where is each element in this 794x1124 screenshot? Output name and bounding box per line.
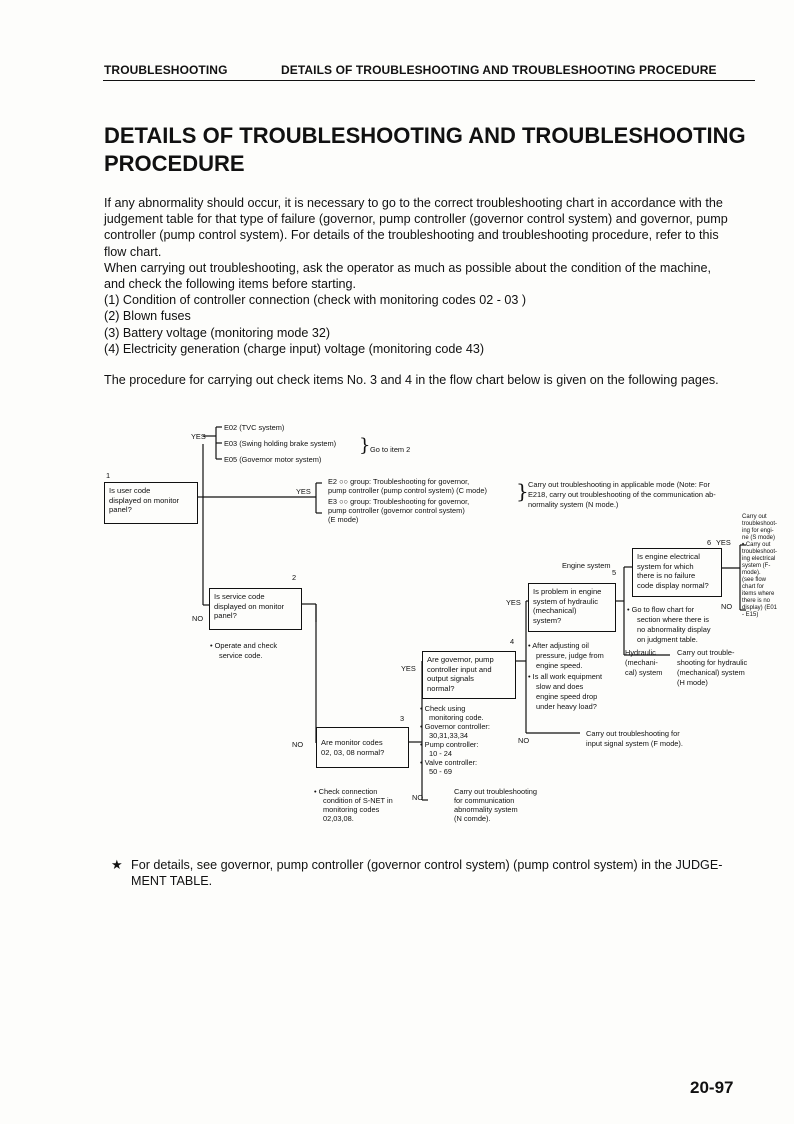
q1-line: Is user code bbox=[109, 486, 151, 495]
side-note-line: display) (E01 bbox=[742, 605, 778, 611]
step-number-5: 5 bbox=[612, 568, 617, 577]
procedure-note: The procedure for carrying out check items No. 3 and 4 in the flow chart below is given on the following pages. bbox=[104, 373, 719, 387]
side-note-line: mode). bbox=[742, 570, 761, 576]
intro-line: When carrying out troubleshooting, ask the operator as much as possible about the condition of the machine, bbox=[104, 260, 711, 275]
check-line: • Valve controller: bbox=[420, 758, 478, 767]
no-label: NO bbox=[721, 602, 733, 611]
side-note-line: troubleshoot- bbox=[742, 549, 778, 555]
carry-out-applicable-line3: normality system (N mode.) bbox=[528, 500, 619, 509]
step-number-6: 6 bbox=[707, 538, 712, 547]
conn-line: monitoring codes bbox=[323, 805, 380, 814]
check-line: • Governor controller: bbox=[420, 722, 490, 731]
check-item: (2) Blown fuses bbox=[104, 309, 191, 324]
carry-f-line2: input signal system (F mode). bbox=[586, 739, 683, 748]
side-note-line: ing for engi- bbox=[742, 528, 774, 534]
yes-label: YES bbox=[506, 598, 521, 607]
goto-flow-line3: no abnormality display bbox=[637, 625, 711, 634]
step-number-3: 3 bbox=[400, 714, 405, 723]
e05-label: E05 (Governor motor system) bbox=[224, 455, 322, 464]
check-line: 10 - 24 bbox=[429, 749, 453, 758]
after-adjust-line5: slow and does bbox=[536, 682, 584, 691]
step-number-4: 4 bbox=[510, 637, 515, 646]
side-note-line: - E15) bbox=[742, 612, 759, 618]
q2-line: panel? bbox=[214, 611, 237, 621]
after-adjust-line2: pressure, judge from bbox=[536, 651, 604, 660]
q1-line: displayed on monitor bbox=[109, 495, 180, 505]
carry-h-line1: Carry out trouble- bbox=[677, 648, 735, 657]
q5-line: Is problem in engine bbox=[533, 587, 602, 596]
hydraulic-line1: Hydraulic bbox=[625, 648, 656, 657]
carry-h-line4: (H mode) bbox=[677, 678, 708, 687]
decision-box-4 bbox=[422, 651, 516, 699]
no-label: NO bbox=[518, 736, 530, 745]
side-note-line: troubleshoot- bbox=[742, 521, 778, 527]
q4-line: controller input and bbox=[427, 664, 492, 674]
intro-line: controller (pump control system). For details of the troubleshooting and troubleshooting procedure, refer to this bbox=[104, 228, 719, 243]
after-adjust-line4: • Is all work equipment bbox=[528, 672, 603, 681]
q3-line: 02, 03, 08 normal? bbox=[321, 747, 385, 757]
decision-box-5 bbox=[528, 583, 616, 632]
conn-line: 02,03,08. bbox=[323, 814, 354, 823]
page-title-line2: PROCEDURE bbox=[104, 151, 245, 176]
q2-line: Is service code bbox=[214, 592, 265, 601]
conn-line: • Check connection bbox=[314, 787, 378, 796]
e2-group-line2: pump controller (pump control system) (C mode) bbox=[328, 486, 487, 495]
q5-line: (mechanical) bbox=[533, 606, 577, 616]
q5-line: system? bbox=[533, 615, 562, 625]
side-note-line: ing electrical bbox=[742, 556, 776, 562]
check-line: monitoring code. bbox=[429, 713, 484, 722]
star-icon: ★ bbox=[111, 857, 123, 872]
decision-box-2 bbox=[209, 588, 302, 630]
decision-box-6 bbox=[632, 548, 722, 597]
judgement-table-note bbox=[131, 857, 761, 889]
after-adjust-line3: engine speed. bbox=[536, 661, 583, 670]
decision-box-1 bbox=[104, 482, 198, 524]
side-note-line: ne (S mode) bbox=[742, 535, 776, 541]
carry-out-applicable-line1: Carry out troubleshooting in applicable mode (Note: For bbox=[528, 480, 710, 489]
page-number: 20-97 bbox=[690, 1078, 734, 1097]
intro-line: and check the following items before starting. bbox=[104, 277, 357, 292]
note-line: MENT TABLE. bbox=[131, 874, 213, 889]
check-line: • Check using bbox=[420, 704, 466, 713]
yes-label: YES bbox=[401, 664, 416, 673]
carry-f-line1: Carry out troubleshooting for bbox=[586, 729, 680, 738]
check-connection-list bbox=[314, 787, 393, 823]
check-line: 30,31,33,34 bbox=[429, 731, 469, 740]
q5-line: system of hydraulic bbox=[533, 596, 598, 606]
side-note-line: Carry out bbox=[742, 514, 767, 520]
check-item: (1) Condition of controller connection (check with monitoring codes 02 - 03 ) bbox=[104, 293, 527, 308]
goto-flow-line2: section where there is bbox=[637, 615, 709, 624]
brace: } bbox=[516, 479, 529, 503]
q6-line: Is engine electrical bbox=[637, 552, 700, 561]
q6-line: system for which bbox=[637, 561, 694, 571]
operate-check-line1: • Operate and check bbox=[210, 641, 278, 650]
page-title-line1: DETAILS OF TROUBLESHOOTING AND TROUBLESHOOTING bbox=[104, 123, 746, 148]
decision-box-3 bbox=[316, 727, 409, 768]
intro-line: judgement table for that type of failure (governor, pump controller (governor control system) and governor, pump bbox=[104, 212, 728, 227]
q4-line: output signals bbox=[427, 674, 474, 684]
check-item: (4) Electricity generation (charge input) voltage (monitoring code 43) bbox=[104, 341, 485, 356]
note-line: For details, see governor, pump controller (governor control system) (pump control system) in the JUDGE- bbox=[131, 858, 723, 872]
yes-label: YES bbox=[191, 432, 206, 441]
no-label: NO bbox=[292, 740, 304, 749]
q4-line: normal? bbox=[427, 683, 455, 693]
carry-n-list bbox=[454, 787, 537, 823]
intro-line: flow chart. bbox=[104, 244, 162, 259]
header-section-label: TROUBLESHOOTING bbox=[104, 63, 228, 77]
operate-check-line2: service code. bbox=[219, 651, 263, 660]
carry-h-line3: (mechanical) system bbox=[677, 668, 745, 677]
yes-label: YES bbox=[716, 538, 731, 547]
q1-line: panel? bbox=[109, 505, 132, 515]
no-label: NO bbox=[192, 614, 204, 623]
side-note-line: • Carry out bbox=[742, 542, 771, 548]
side-note-line: there is no bbox=[742, 598, 771, 604]
q4-line: Are governor, pump bbox=[427, 655, 494, 664]
engine-system-label: Engine system bbox=[562, 561, 611, 570]
after-adjust-line1: • After adjusting oil bbox=[528, 641, 589, 650]
side-note-line: (see flow bbox=[742, 577, 767, 583]
header-chapter-title: DETAILS OF TROUBLESHOOTING AND TROUBLESHOOTING PROCEDURE bbox=[281, 63, 717, 77]
goto-flow-line1: • Go to flow chart for bbox=[627, 605, 695, 614]
q6-line: there is no failure bbox=[637, 571, 696, 581]
side-note-line: chart for bbox=[742, 584, 765, 590]
q6-line: code display normal? bbox=[637, 580, 709, 590]
e3-group-line2: pump controller (governor control system) bbox=[328, 506, 465, 515]
yes-label: YES bbox=[296, 487, 311, 496]
hydraulic-line2: (mechani- bbox=[625, 658, 658, 667]
q2-line: displayed on monitor bbox=[214, 601, 285, 611]
e02-label: E02 (TVC system) bbox=[224, 423, 285, 432]
conn-line: condition of S-NET in bbox=[323, 796, 393, 805]
q3-line: Are monitor codes bbox=[321, 738, 383, 747]
intro-line: If any abnormality should occur, it is necessary to go to the correct troubleshooting chart in accordance with the bbox=[104, 196, 723, 210]
no-label: NO bbox=[412, 793, 424, 802]
after-adjust-line6: engine speed drop bbox=[536, 692, 598, 701]
after-adjust-line7: under heavy load? bbox=[536, 702, 597, 711]
goto-flow-line4: on judgment table. bbox=[637, 635, 698, 644]
side-notes bbox=[742, 514, 794, 619]
carry-out-applicable-line2: E218, carry out troubleshooting of the communication ab- bbox=[528, 490, 716, 499]
step-number-2: 2 bbox=[292, 573, 297, 582]
side-note-line: items where bbox=[742, 591, 775, 597]
e3-group-line1: E3 ○○ group: Troubleshooting for governor, bbox=[328, 497, 470, 506]
e03-label: E03 (Swing holding brake system) bbox=[224, 439, 337, 448]
hydraulic-line3: cal) system bbox=[625, 668, 663, 677]
check-line: • Pump controller: bbox=[420, 740, 479, 749]
carry-n-line: abnormality system bbox=[454, 805, 518, 814]
carry-n-line: for communication bbox=[454, 796, 515, 805]
check-item: (3) Battery voltage (monitoring mode 32) bbox=[104, 325, 331, 340]
step-number-1: 1 bbox=[106, 471, 111, 480]
carry-n-line: (N comde). bbox=[454, 814, 491, 823]
side-note-line: system (F- bbox=[742, 563, 771, 569]
brace: } bbox=[359, 435, 371, 456]
check-line: 50 - 69 bbox=[429, 767, 453, 776]
carry-h-line2: shooting for hydraulic bbox=[677, 658, 748, 667]
e2-group-line1: E2 ○○ group: Troubleshooting for governor, bbox=[328, 477, 470, 486]
e3-group-line3: (E mode) bbox=[328, 515, 359, 524]
check-monitor-list bbox=[420, 704, 490, 776]
goto-item2: Go to item 2 bbox=[370, 445, 411, 454]
carry-n-line: Carry out troubleshooting bbox=[454, 787, 537, 796]
